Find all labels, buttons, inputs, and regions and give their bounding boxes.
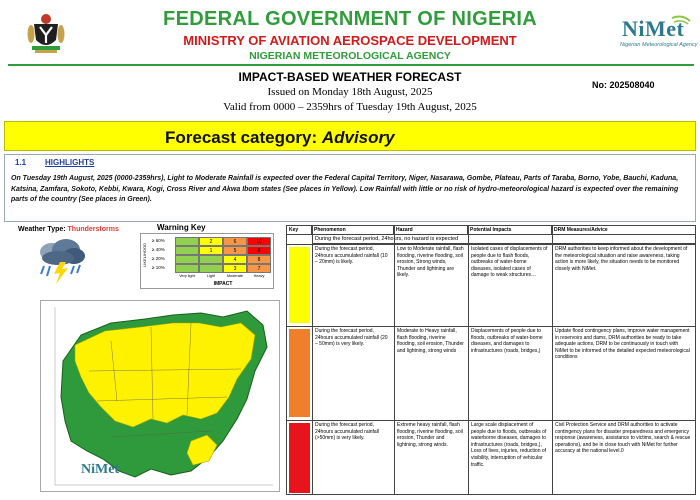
table-cell-phenomenon: During the forecast period, 24hours accumulated rainfall (20 – 50mm) is very likely. — [315, 328, 388, 348]
warning-key-cell: 10 — [247, 237, 271, 246]
warning-key-cell — [199, 264, 223, 273]
impact-axis-label: IMPACT — [213, 281, 233, 287]
weather-type — [18, 226, 119, 233]
highlights-number: 1.1 — [15, 158, 27, 167]
document-number: No: 202508040 — [592, 80, 655, 90]
warning-key-cell: 4 — [223, 255, 247, 264]
likelihood-axis-label: LIKELIHOOD — [142, 243, 147, 268]
table-cell-impacts: Large scale displacement of people due to floods, outbreaks of waterborne diseases, damages to infrastructures (roads, bridges,), Loss of lives, injuries, reduction of visibility, interruption of vehicular traffic. — [471, 422, 547, 468]
warning-key-cell — [175, 255, 199, 264]
table-cell-drm: Update flood contingency plans, improve water management in reservoirs and dams, DRM authorities be ready to take adequate actions, DRM to be continuously in touch with NiMet to be informed of the detailed expected meteorological conditions — [555, 328, 690, 361]
header-divider — [8, 64, 694, 66]
nimet-logo-text: NiMet — [622, 16, 685, 41]
probability-label: ≥ 10% — [152, 265, 165, 270]
category-text — [165, 128, 395, 148]
key-swatch — [289, 247, 310, 323]
category-banner — [4, 121, 696, 151]
warning-key-cell: 5 — [223, 246, 247, 255]
impact-table — [286, 225, 696, 495]
nimet-logo-subtitle: Nigerian Meteorological Agency — [620, 42, 698, 48]
table-header: Phenomenon — [312, 226, 394, 235]
probability-label: ≥ 40% — [152, 247, 165, 252]
warning-key-cell — [175, 246, 199, 255]
thunderstorm-icon — [30, 238, 90, 286]
warning-key-cell: 2 — [199, 237, 223, 246]
table-cell-drm: Civil Protection Service and DRM authorities to activate contingency plans for disaster preparedness and emergency response (awareness, assistance to victims, search & rescue operations), and be in close touch with NiMet for further accuracy at the national level.0 — [555, 422, 691, 455]
ministry-title: MINISTRY OF AVIATION AEROSPACE DEVELOPMENT — [183, 33, 517, 48]
key-swatch — [289, 329, 310, 417]
nigeria-map-graphic — [41, 301, 279, 491]
table-cell-hazard: Low to Moderate rainfall, flash flooding, riverine flooding, soil erosion, Strong winds, Thunder and lightning are likely. — [397, 246, 464, 279]
table-cell-impacts: Displacements of people due to floods, outbreaks of water-borne diseases, and damages to infrastructures (roads, bridges,) — [471, 328, 543, 354]
warning-key-cell — [175, 264, 199, 273]
warning-key-title: Warning Key — [157, 223, 206, 232]
table-header: Potential Impacts — [468, 226, 552, 235]
issued-date: Issued on Monday 18th August, 2025 — [267, 86, 433, 98]
map-watermark: NiMet — [81, 462, 120, 477]
impact-level-label: Very light — [179, 274, 195, 278]
warning-key-cell: 7 — [247, 264, 271, 273]
table-subheader: During the forecast period, 24hours, no hazard is expected — [312, 235, 696, 244]
impact-level-label: Light — [206, 274, 216, 278]
warning-key-grid — [175, 237, 271, 273]
table-cell-drm: DRM authorities to keep informed about the development of the meteorological situation and raise awareness, taking action is more likely, the situation needs to be monitored closely with NiMet. — [555, 246, 688, 272]
table-cell-phenomenon: During the forecast period, 24hours accumulated rainfall (10 – 20mm) is likely. — [315, 246, 388, 266]
category-value: Advisory — [321, 128, 395, 147]
weather-type-value: Thunderstorms — [67, 226, 119, 233]
forecast-map — [40, 300, 280, 492]
impact-level-label: Heavy — [253, 274, 265, 278]
probability-label: ≥ 60% — [152, 238, 165, 243]
table-cell-impacts: Isolated cases of displacements of people due to flash floods, outbreaks of water-borne diseases, isolated cases of damage to weak structures… — [471, 246, 548, 279]
warning-key-cell — [199, 255, 223, 264]
warning-key-cell: 3 — [223, 264, 247, 273]
category-label: Forecast category: — [165, 128, 322, 147]
valid-period: Valid from 0000 – 2359hrs of Tuesday 19th August, 2025 — [223, 101, 477, 113]
table-cell-hazard: Moderate to Heavy rainfall, flash flooding, riverine flooding, soil erosion, Thunder and lightning, strong winds — [397, 328, 464, 354]
table-header: Hazard — [394, 226, 468, 235]
impact-level-label: Moderate — [226, 274, 244, 278]
agency-title: NIGERIAN METEOROLOGICAL AGENCY — [249, 50, 451, 62]
warning-key-cell — [175, 237, 199, 246]
key-swatch — [289, 423, 310, 493]
warning-key-cell: 9 — [247, 246, 271, 255]
highlights-title: HIGHLIGHTS — [45, 158, 95, 167]
highlights-body: On Tuesday 19th August, 2025 (0000-2359hrs), Light to Moderate Rainfall is expected over the Federal Capital Territory, Niger, Nasarawa, Gombe, Plateau, Parts of Taraba, Borno, Yobe, Bauchi, Kaduna, Katsina, Zamfara, Sokoto, Kebbi, Kwara, Kogi, Cross River and Akwa Ibom states (See places in Yellow). Low Rainfall with little or no risk of hydro-meteorological hazard is expected over the remaining parts of the country (See places in Green). — [11, 175, 679, 203]
warning-key-matrix — [140, 233, 274, 289]
page-title: FEDERAL GOVERNMENT OF NIGERIA — [163, 8, 537, 30]
table-header: Key — [287, 226, 312, 235]
highlights-section — [4, 154, 696, 222]
table-header: DRM Measures/Advice — [552, 226, 695, 235]
warning-key-cell: 6 — [223, 237, 247, 246]
warning-key-cell: 1 — [199, 246, 223, 255]
weather-type-label: Weather Type: — [18, 226, 68, 233]
forecast-heading: IMPACT-BASED WEATHER FORECAST — [238, 70, 462, 84]
table-cell-hazard: Extreme heavy rainfall, flash flooding, riverine flooding, soil erosion, Thunder and lightning, strong winds. — [397, 422, 463, 448]
table-cell-phenomenon: During the forecast period, 24hours accumulated rainfall (>50mm) is very likely. — [315, 422, 379, 442]
warning-key-cell: 8 — [247, 255, 271, 264]
probability-label: ≥ 20% — [152, 256, 165, 261]
